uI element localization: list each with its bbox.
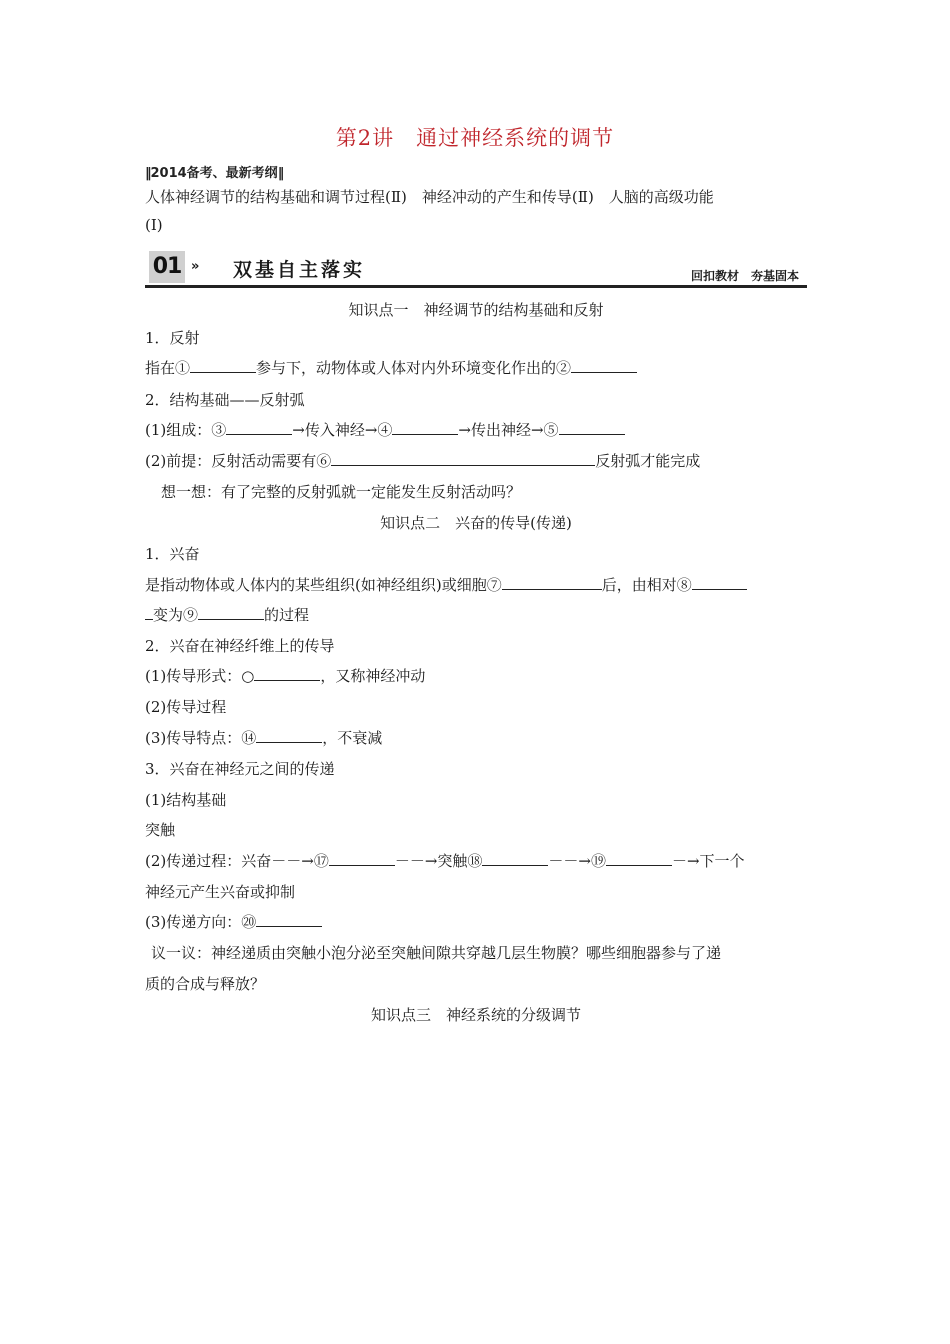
kp1-item1-b: 参与下，动物体或人体对内外环境变化作出的②	[256, 359, 572, 377]
blank-1	[190, 357, 256, 373]
blank-8a	[692, 574, 747, 590]
kp2-item2-3b: ，不衰减	[322, 729, 383, 747]
blank-7	[502, 574, 602, 590]
kp2-item3-1a: 突触	[145, 821, 176, 839]
section-banner	[145, 251, 807, 289]
section-subtitle: 回扣教材 夯基固本	[690, 269, 799, 283]
kp3-heading: 知识点三 神经系统的分级调节	[370, 1006, 581, 1024]
kp1-item1: 1．反射	[145, 329, 200, 347]
blank-10	[254, 665, 320, 681]
kp2-item3-2a: (2)传递过程：兴奋－－→⑰	[145, 852, 329, 870]
kp2-item3-2	[145, 850, 807, 872]
kp2-item2-1b: ，又称神经冲动	[320, 667, 426, 685]
kp2-item2: 2．兴奋在神经纤维上的传导	[145, 637, 335, 655]
kp2-item1: 1．兴奋	[145, 545, 200, 563]
kp1-think: 想一想：有了完整的反射弧就一定能发生反射活动吗？	[161, 483, 522, 501]
kp2-item3-3a: (3)传递方向：⑳	[145, 913, 257, 931]
kp1-item2-1b: →传入神经→④	[292, 421, 393, 439]
bar-icon-right: ‖	[277, 166, 284, 181]
kp2-discuss-line1: 议一议：神经递质由突触小泡分泌至突触间隙共穿越几层生物膜？哪些细胞器参与了递	[151, 944, 722, 962]
blank-20	[256, 911, 322, 927]
blank-8b	[145, 604, 153, 620]
kp2-item3-2d: －→下一个	[671, 852, 745, 870]
kp2-item1-c: 变为⑨	[153, 606, 199, 624]
kp2-item3: 3．兴奋在神经元之间的传递	[145, 760, 335, 778]
outline-text-line2: (Ⅰ)	[145, 216, 163, 234]
blank-9	[198, 604, 264, 620]
kp1-item2-1	[145, 419, 807, 441]
kp2-discuss-line2: 质的合成与释放？	[145, 975, 266, 993]
blank-6	[331, 450, 595, 466]
kp2-item1-text-line1	[145, 574, 807, 596]
kp2-heading: 知识点二 兴奋的传导(传递)	[380, 514, 572, 532]
kp1-item1-a: 指在①	[145, 359, 191, 377]
kp2-item1-text-line2	[145, 604, 807, 626]
exam-outline-label	[145, 162, 283, 181]
kp1-item2-1a: (1)组成：③	[145, 421, 227, 439]
section-title: 双基自主落实	[233, 259, 366, 281]
blank-4	[392, 419, 458, 435]
kp1-item2-2	[145, 450, 807, 472]
kp2-item2-3	[145, 727, 807, 749]
bar-icon-left: ‖	[145, 166, 151, 181]
kp2-item1-a: 是指动物体或人体内的某些组织(如神经组织)或细胞⑦	[145, 576, 502, 594]
kp1-item2: 2．结构基础——反射弧	[145, 391, 305, 409]
kp2-item2-3a: (3)传导特点：⑭	[145, 729, 257, 747]
kp2-item1-b: 后，由相对⑧	[601, 576, 692, 594]
kp2-item3-2c: －－→⑲	[548, 852, 606, 870]
kp1-item1-text	[145, 357, 807, 379]
blank-17	[329, 850, 395, 866]
kp2-item3-2b: －－→突触⑱	[394, 852, 483, 870]
section-divider	[145, 285, 807, 288]
kp1-item2-1c: →传出神经→⑤	[458, 421, 559, 439]
chevron-right-icon: »	[191, 259, 200, 274]
kp2-item2-1a: (1)传导形式：○	[145, 667, 255, 685]
blank-2	[571, 357, 637, 373]
exam-outline-label-text: 2014备考、最新考纲	[150, 166, 278, 181]
blank-19	[606, 850, 672, 866]
section-number-badge: 01	[149, 251, 185, 283]
kp1-item2-2b: 反射弧才能完成	[595, 452, 701, 470]
blank-5	[559, 419, 625, 435]
kp2-item3-1: (1)结构基础	[145, 791, 227, 809]
blank-14	[256, 727, 322, 743]
kp2-item1-d: 的过程	[264, 606, 310, 624]
outline-text-line1: 人体神经调节的结构基础和调节过程(Ⅱ) 神经冲动的产生和传导(Ⅱ) 人脑的高级功能	[145, 188, 714, 206]
kp2-item2-2: (2)传导过程	[145, 698, 227, 716]
kp1-heading: 知识点一 神经调节的结构基础和反射	[348, 301, 604, 319]
kp1-item2-2a: (2)前提：反射活动需要有⑥	[145, 452, 332, 470]
kp2-item2-1	[145, 665, 807, 687]
kp2-item3-3	[145, 911, 807, 933]
lecture-title: 第2讲 通过神经系统的调节	[335, 126, 615, 150]
kp2-item3-2e: 神经元产生兴奋或抑制	[145, 883, 296, 901]
blank-3	[226, 419, 292, 435]
blank-18	[482, 850, 548, 866]
